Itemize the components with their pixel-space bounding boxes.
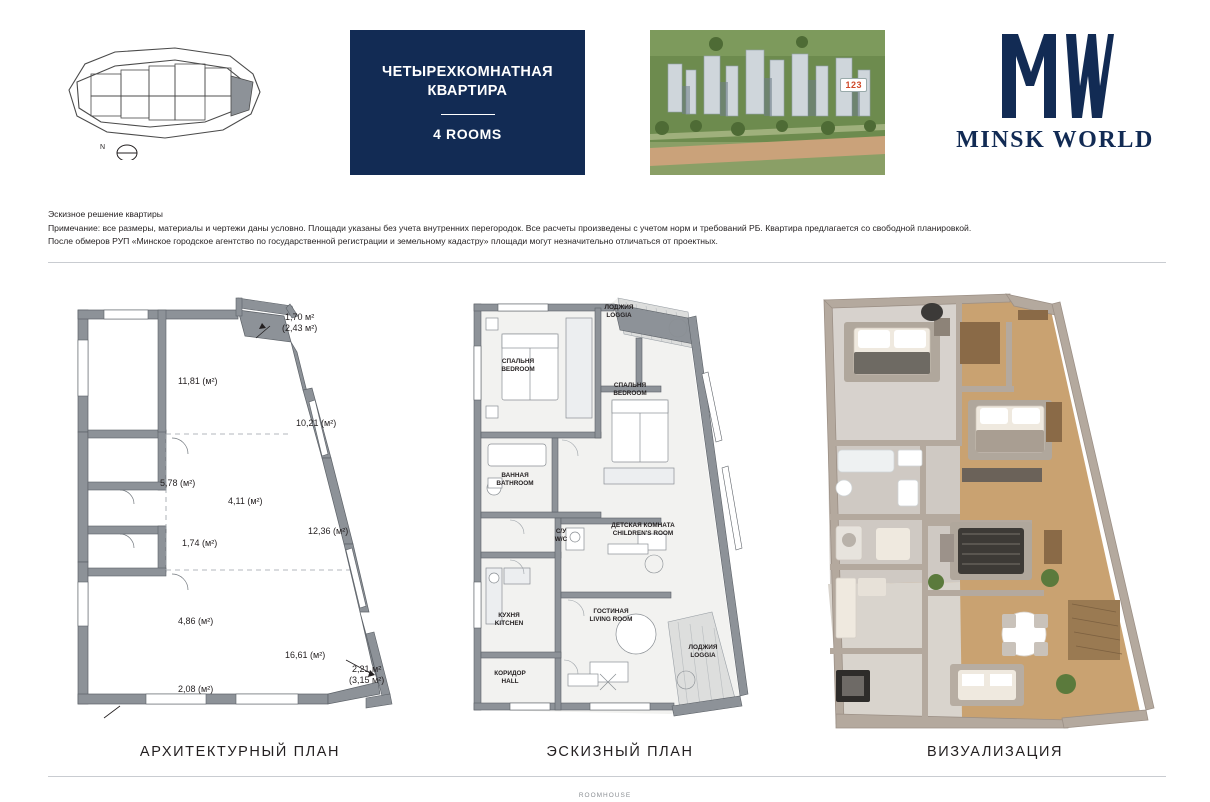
room-label-bedroom-1: СПАЛЬНЯ BEDROOM: [501, 358, 535, 373]
footer-watermark: ROOMHOUSE: [578, 792, 632, 799]
room-label-living: ГОСТИНАЯ LIVING ROOM: [589, 608, 633, 623]
compass-label: N: [100, 144, 106, 151]
caption-visualization: ВИЗУАЛИЗАЦИЯ: [926, 744, 1064, 760]
area-room-1021: 10,21 (м²): [296, 418, 337, 428]
area-room-411: 4,11 (м²): [228, 496, 263, 506]
note-line-2: Примечание: все размеры, материалы и чертежи даны условно. Площади указаны без учета внутренних перегородок. Все расчеты произведены с учетом норм и требований РБ. Квартира предлагается со свободной планировкой.: [48, 223, 972, 234]
room-label-bathroom: ВАННАЯ BATHROOM: [496, 472, 534, 487]
room-label-bedroom-2: СПАЛЬНЯ BEDROOM: [613, 382, 647, 397]
brand-block: [930, 28, 1180, 178]
area-loggia-bottom-total: (3,15 м²): [349, 675, 385, 685]
title-divider: [441, 114, 495, 115]
caption-sketch-plan: ЭСКИЗНЫЙ ПЛАН: [546, 744, 694, 760]
area-room-1236: 12,36 (м²): [308, 526, 349, 536]
mw-monogram-icon: [930, 28, 1180, 123]
title-ru-line1: ЧЕТЫРЕХКОМНАТНАЯ: [382, 64, 553, 80]
divider-top: [48, 262, 1166, 263]
area-room-1181: 11,81 (м²): [178, 376, 218, 386]
visualization-3d: [810, 282, 1180, 732]
sketch-plan: [440, 282, 770, 732]
apartment-type-title: [350, 30, 585, 175]
divider-bottom: [48, 776, 1166, 777]
room-label-children: ДЕТСКАЯ КОМНАТА CHILDREN'S ROOM: [611, 522, 675, 537]
area-loggia-bottom: 2,21 м²: [352, 664, 382, 674]
aerial-marker-badge: 123: [840, 78, 867, 92]
area-room-174: 1,74 (м²): [182, 538, 218, 548]
room-label-kitchen: КУХНЯ KITCHEN: [494, 612, 524, 627]
room-label-loggia-bottom: ЛОДЖИЯ LOGGIA: [688, 644, 718, 659]
title-en: 4 ROOMS: [433, 126, 502, 142]
sheet-header: [0, 0, 1210, 195]
area-loggia-top-total: (2,43 м²): [282, 323, 318, 333]
brand-name: MINSK WORLD: [956, 127, 1154, 153]
area-room-578: 5,78 (м²): [160, 478, 196, 488]
area-room-208: 2,08 (м²): [178, 684, 214, 694]
title-ru-line2: КВАРТИРА: [427, 83, 508, 99]
area-loggia-top: 1,70 м²: [285, 312, 315, 322]
room-label-hall: КОРИДОР HALL: [494, 670, 526, 685]
architectural-plan: [60, 282, 430, 732]
note-line-1: Эскизное решение квартиры: [48, 209, 163, 219]
area-room-1661: 16,61 (м²): [285, 650, 326, 660]
room-label-loggia-top: ЛОДЖИЯ LOGGIA: [604, 304, 634, 319]
area-room-486: 4,86 (м²): [178, 616, 214, 626]
compass-icon: [117, 145, 137, 160]
aerial-site-photo: [650, 30, 885, 175]
floor-key-plan: [55, 30, 275, 160]
note-line-3: После обмеров РУП «Минское городское агентство по государственной регистрации и земельному кадастру» площади могут незначительно отличаться от проектных.: [48, 235, 718, 246]
room-label-wc: С/У W/C: [554, 528, 568, 543]
caption-architectural-plan: АРХИТЕКТУРНЫЙ ПЛАН: [139, 744, 341, 760]
disclaimer-note: [48, 208, 1168, 247]
